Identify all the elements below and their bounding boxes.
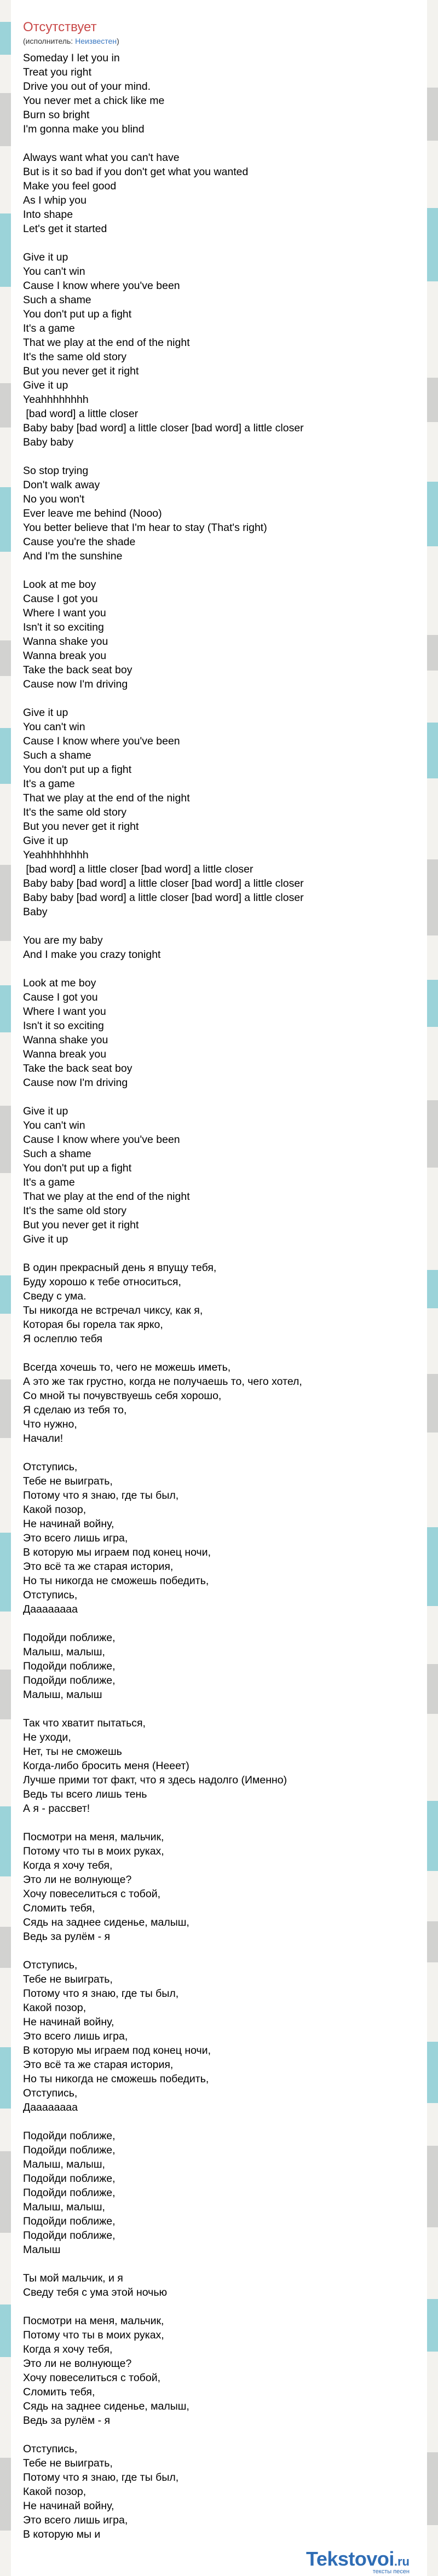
lyrics-line: Отступись,	[23, 2087, 78, 2099]
lyrics-line: Это всего лишь игра,	[23, 2514, 128, 2526]
lyrics-line: Cause I got you	[23, 593, 98, 605]
song-header	[11, 0, 427, 45]
lyrics-line: Wanna break you	[23, 650, 107, 662]
lyrics-line: Where I want you	[23, 1006, 106, 1018]
lyrics-stanza	[23, 1261, 427, 1346]
artist-line	[23, 37, 427, 45]
lyrics-line: It's a game	[23, 322, 75, 334]
decorative-stripe	[427, 2452, 438, 2525]
lyrics-line: Take the back seat boy	[23, 1062, 132, 1075]
lyrics-line: Подойди поближе,	[23, 2187, 116, 2199]
lyrics-line: Но ты никогда не сможешь победить,	[23, 1575, 209, 1587]
lyrics-line: But you never get it right	[23, 365, 139, 377]
lyrics-stanza	[23, 706, 427, 919]
lyrics-line: Подойди поближе,	[23, 1632, 116, 1644]
lyrics-line: Не начинай войну,	[23, 2500, 114, 2512]
lyrics-line: Когда-либо бросить меня (Нееет)	[23, 1760, 189, 1772]
lyrics-line: Baby baby [bad word] a little closer [bad word] a little closer	[23, 877, 304, 890]
lyrics-line: Малыш	[23, 2244, 61, 2256]
lyrics-line: Это всё та же старая история,	[23, 1561, 174, 1573]
decorative-stripe	[0, 93, 11, 146]
lyrics-line: Such a shame	[23, 294, 91, 306]
decorative-stripe	[427, 635, 438, 671]
lyrics-line: В которую мы и	[23, 2528, 101, 2540]
decorative-stripe	[427, 1921, 438, 1962]
decorative-stripe	[0, 1806, 11, 1876]
lyrics-line: Cause I got you	[23, 991, 98, 1003]
lyrics-line: Которая бы горела так ярко,	[23, 1319, 163, 1331]
decorative-stripe	[0, 2151, 11, 2233]
lyrics-line: So stop trying	[23, 465, 89, 477]
lyrics-line: Cause I know where you've been	[23, 1134, 180, 1146]
lyrics-line: Хочу повеселиться с тобой,	[23, 2372, 161, 2384]
lyrics-line: Не уходи,	[23, 1731, 71, 1743]
lyrics-line: А это же так грустно, когда не получаешь то, чего хотел,	[23, 1376, 302, 1388]
decorative-stripe	[427, 88, 438, 141]
lyrics-line: You can't win	[23, 721, 85, 733]
lyrics-line: [bad word] a little closer	[23, 408, 139, 420]
site-logo[interactable]	[306, 2548, 410, 2575]
lyrics-line: Не начинай войну,	[23, 2016, 114, 2028]
decorative-stripe	[0, 2458, 11, 2531]
decorative-stripe	[0, 22, 11, 55]
lyrics-line: Give it up	[23, 1105, 68, 1117]
lyrics-line: I'm gonna make you blind	[23, 123, 145, 135]
lyrics-line: Какой позор,	[23, 1504, 87, 1516]
decorative-stripe	[0, 383, 11, 428]
artist-prefix: (исполнитель:	[23, 37, 76, 45]
decorative-stripe	[0, 2304, 11, 2357]
lyrics-line: Буду хорошо к тебе относиться,	[23, 1276, 181, 1288]
lyrics-line: Малыш, малыш,	[23, 2158, 105, 2170]
lyrics-line: Какой позор,	[23, 2002, 87, 2014]
lyrics-stanza	[23, 1360, 427, 1446]
lyrics-line: Когда я хочу тебя,	[23, 2343, 113, 2355]
decorative-stripe	[427, 1801, 438, 1871]
lyrics-line: Ведь за рулём - я	[23, 2415, 111, 2427]
lyrics-line: Посмотри на меня, мальчик,	[23, 1831, 164, 1843]
lyrics-line: As I whip you	[23, 194, 87, 206]
lyrics-line: Yeahhhhhhhh	[23, 849, 89, 861]
lyrics-line: Отступись,	[23, 1461, 78, 1473]
lyrics-stanza	[23, 151, 427, 236]
lyrics-line: Сломить тебя,	[23, 1902, 95, 1914]
lyrics-line: Isn't it so exciting	[23, 1020, 104, 1032]
lyrics-line: Подойди поближе,	[23, 2230, 116, 2242]
lyrics-line: Сведу тебя с ума этой ночью	[23, 2286, 168, 2298]
lyrics-stanza	[23, 2314, 427, 2428]
lyrics-line: Что нужно,	[23, 1418, 77, 1430]
lyrics-line: You better believe that I'm hear to stay (That's right)	[23, 522, 267, 534]
lyrics-page	[11, 0, 427, 2576]
lyrics-line: Отступись,	[23, 1589, 78, 1601]
logo-tagline: тексты песен	[372, 2568, 410, 2575]
lyrics-line: Тебе не выиграть,	[23, 2457, 113, 2469]
decorative-stripe	[427, 378, 438, 422]
decorative-stripe	[0, 728, 11, 784]
lyrics-stanza	[23, 250, 427, 449]
lyrics-line: В которую мы играем под конец ночи,	[23, 1546, 211, 1558]
lyrics-line: Хочу повеселиться с тобой,	[23, 1888, 161, 1900]
lyrics-line: Wanna break you	[23, 1048, 107, 1060]
lyrics-text	[23, 51, 427, 2542]
decorative-stripe	[0, 487, 11, 552]
decorative-stripe	[0, 640, 11, 676]
decorative-stripe	[427, 1664, 438, 1714]
lyrics-line: Малыш, малыш,	[23, 2201, 105, 2213]
decorative-stripe	[427, 1270, 438, 1308]
lyrics-stanza	[23, 2442, 427, 2542]
lyrics-stanza	[23, 1830, 427, 1944]
lyrics-line: Burn so bright	[23, 109, 90, 121]
lyrics-line: Подойди поближе,	[23, 2130, 116, 2142]
lyrics-line: Give it up	[23, 835, 68, 847]
lyrics-line: That we play at the end of the night	[23, 337, 190, 349]
lyrics-line: But is it so bad if you don't get what you wanted	[23, 166, 249, 178]
lyrics-line: Даааааааа	[23, 2101, 78, 2113]
decorative-stripe	[0, 865, 11, 941]
lyrics-line: Сядь на заднее сиденье, малыш,	[23, 1916, 189, 1928]
lyrics-line: Take the back seat boy	[23, 664, 132, 676]
lyrics-line: Потому что ты в моих руках,	[23, 2329, 164, 2341]
decorative-stripe	[0, 1927, 11, 1968]
lyrics-line: Make you feel good	[23, 180, 117, 192]
lyrics-line: Отступись,	[23, 1959, 78, 1971]
lyrics-line: Ever leave me behind (Nooo)	[23, 507, 162, 519]
decorative-stripe	[427, 723, 438, 778]
lyrics-line: Малыш, малыш	[23, 1689, 102, 1701]
decorative-stripe	[0, 1670, 11, 1719]
decorative-stripe	[427, 208, 438, 281]
song-title: Отсутствует	[23, 20, 97, 34]
lyrics-line: Yeahhhhhhhh	[23, 394, 89, 406]
lyrics-line: Baby	[23, 906, 48, 918]
lyrics-line: Отступись,	[23, 2443, 78, 2455]
left-decorative-stripes	[0, 0, 11, 2576]
lyrics-line: Don't walk away	[23, 479, 100, 491]
lyrics-line: Give it up	[23, 1233, 68, 1245]
lyrics-line: You can't win	[23, 1119, 85, 1131]
lyrics-line: В которую мы играем под конец ночи,	[23, 2044, 211, 2057]
lyrics-stanza	[23, 51, 427, 136]
lyrics-line: Со мной ты почувствуешь себя хорошо,	[23, 1390, 222, 1402]
lyrics-line: Малыш, малыш,	[23, 1646, 105, 1658]
lyrics-line: Cause you're the shade	[23, 536, 136, 548]
lyrics-stanza	[23, 1958, 427, 2115]
lyrics-line: That we play at the end of the night	[23, 1191, 190, 1203]
lyrics-line: Подойди поближе,	[23, 2144, 116, 2156]
lyrics-line: Это ли не волнующе?	[23, 1874, 132, 1886]
lyrics-line: Сломить тебя,	[23, 2386, 95, 2398]
lyrics-stanza	[23, 933, 427, 962]
lyrics-line: Give it up	[23, 379, 68, 391]
lyrics-line: You never met a chick like me	[23, 95, 165, 107]
lyrics-line: Ведь за рулём - я	[23, 1931, 111, 1943]
lyrics-line: It's the same old story	[23, 351, 127, 363]
lyrics-line: No you won't	[23, 493, 85, 505]
lyrics-line: But you never get it right	[23, 1219, 139, 1231]
lyrics-stanza	[23, 1631, 427, 1702]
lyrics-line: Look at me boy	[23, 977, 96, 989]
decorative-stripe	[0, 1533, 11, 1612]
lyrics-line: Look at me boy	[23, 579, 96, 591]
decorative-stripe	[427, 2299, 438, 2352]
lyrics-line: В один прекрасный день я впущу тебя,	[23, 1262, 217, 1274]
lyrics-stanza	[23, 577, 427, 691]
lyrics-line: You don't put up a fight	[23, 308, 132, 320]
lyrics-line: Wanna shake you	[23, 636, 108, 648]
lyrics-line: Where I want you	[23, 607, 106, 619]
logo-tld: .ru	[394, 2555, 410, 2568]
lyrics-line: Нет, ты не сможешь	[23, 1746, 122, 1758]
lyrics-line: Give it up	[23, 251, 68, 263]
lyrics-line: Always want what you can't have	[23, 152, 180, 164]
lyrics-line: Ты никогда не встречал чиксу, как я,	[23, 1304, 203, 1316]
lyrics-line: Cause now I'm driving	[23, 1077, 128, 1089]
artist-link[interactable]: Неизвестен	[75, 37, 117, 45]
lyrics-line: Treat you right	[23, 66, 91, 78]
lyrics-line: Wanna shake you	[23, 1034, 108, 1046]
lyrics-line: It's the same old story	[23, 806, 127, 818]
lyrics-line: Это всего лишь игра,	[23, 2030, 128, 2042]
lyrics-line: Give it up	[23, 707, 68, 719]
lyrics-line: Я сделаю из тебя то,	[23, 1404, 127, 1416]
lyrics-line: Даааааааа	[23, 1603, 78, 1615]
lyrics-line: Someday I let you in	[23, 52, 120, 64]
lyrics-line: You can't win	[23, 265, 85, 278]
lyrics-line: And I'm the sunshine	[23, 550, 123, 562]
lyrics-line: Потому что ты в моих руках,	[23, 1845, 164, 1857]
lyrics-line: It's a game	[23, 778, 75, 790]
lyrics-line: Когда я хочу тебя,	[23, 1859, 113, 1872]
lyrics-line: Подойди поближе,	[23, 1674, 116, 1686]
decorative-stripe	[427, 859, 438, 935]
lyrics-line: You don't put up a fight	[23, 1162, 132, 1174]
lyrics-line: Cause now I'm driving	[23, 678, 128, 690]
lyrics-line: Ты мой мальчик, и я	[23, 2272, 123, 2284]
lyrics-line: Тебе не выиграть,	[23, 1973, 113, 1985]
lyrics-line: Cause I know where you've been	[23, 735, 180, 747]
lyrics-stanza	[23, 1716, 427, 1816]
lyrics-line: Потому что я знаю, где ты был,	[23, 2471, 179, 2483]
lyrics-line: А я - рассвет!	[23, 1803, 90, 1815]
lyrics-line: Это всего лишь игра,	[23, 1532, 128, 1544]
decorative-stripe	[0, 213, 11, 287]
decorative-stripe	[0, 1379, 11, 1438]
lyrics-line: But you never get it right	[23, 821, 139, 833]
lyrics-line: Это ли не волнующе?	[23, 2358, 132, 2370]
decorative-stripe	[427, 2146, 438, 2227]
decorative-stripe	[427, 1374, 438, 1433]
lyrics-line: Cause I know where you've been	[23, 280, 180, 292]
decorative-stripe	[427, 1100, 438, 1168]
decorative-stripe	[427, 1527, 438, 1606]
lyrics-stanza	[23, 2129, 427, 2257]
lyrics-line: Such a shame	[23, 1148, 91, 1160]
lyrics-stanza	[23, 976, 427, 1090]
decorative-stripe	[427, 482, 438, 546]
lyrics-line: Так что хватит пытаться,	[23, 1717, 146, 1729]
lyrics-line: Это всё та же старая история,	[23, 2059, 174, 2071]
lyrics-line: It's a game	[23, 1176, 75, 1188]
lyrics-stanza	[23, 2271, 427, 2300]
lyrics-stanza	[23, 1460, 427, 1616]
lyrics-line: Начали!	[23, 1433, 64, 1445]
lyrics-line: Тебе не выиграть,	[23, 1475, 113, 1487]
lyrics-line: Сведу с ума.	[23, 1290, 87, 1302]
lyrics-line: Посмотри на меня, мальчик,	[23, 2315, 164, 2327]
lyrics-line: Какой позор,	[23, 2486, 87, 2498]
lyrics-line: Лучше прими тот факт, что я здесь надолго (Именно)	[23, 1774, 287, 1786]
lyrics-stanza	[23, 1104, 427, 1246]
lyrics-line: Baby baby [bad word] a little closer [bad word] a little closer	[23, 422, 304, 434]
lyrics-line: Подойди поближе,	[23, 2215, 116, 2227]
lyrics-line: Ведь ты всего лишь тень	[23, 1788, 147, 1800]
lyrics-line: Such a shame	[23, 749, 91, 761]
lyrics-line: Drive you out of your mind.	[23, 80, 151, 93]
lyrics-line: Потому что я знаю, где ты был,	[23, 1489, 179, 1501]
lyrics-line: And I make you crazy tonight	[23, 949, 161, 961]
lyrics-line: Let's get it started	[23, 223, 107, 235]
lyrics-line: Я ослеплю тебя	[23, 1333, 102, 1345]
right-decorative-stripes	[427, 0, 438, 2576]
lyrics-line: You don't put up a fight	[23, 764, 132, 776]
lyrics-line: Подойди поближе,	[23, 1660, 116, 1672]
lyrics-line: Сядь на заднее сиденье, малыш,	[23, 2400, 189, 2412]
lyrics-line: Подойди поближе,	[23, 2173, 116, 2185]
decorative-stripe	[0, 985, 11, 1032]
artist-suffix: )	[117, 37, 119, 45]
lyrics-stanza	[23, 464, 427, 563]
decorative-stripe	[0, 2047, 11, 2109]
lyrics-line: That we play at the end of the night	[23, 792, 190, 804]
lyrics-line: Into shape	[23, 209, 73, 221]
lyrics-line: Baby baby	[23, 436, 74, 448]
lyrics-line: [bad word] a little closer [bad word] a little closer	[23, 863, 253, 875]
decorative-stripe	[427, 2042, 438, 2103]
lyrics-line: Baby baby [bad word] a little closer [bad word] a little closer	[23, 892, 304, 904]
decorative-stripe	[0, 1106, 11, 1173]
lyrics-line: Не начинай войну,	[23, 1518, 114, 1530]
lyrics-line: You are my baby	[23, 934, 103, 946]
lyrics-line: Но ты никогда не сможешь победить,	[23, 2073, 209, 2085]
lyrics-line: Isn't it so exciting	[23, 621, 104, 633]
decorative-stripe	[0, 1275, 11, 1314]
decorative-stripe	[427, 980, 438, 1027]
lyrics-line: It's the same old story	[23, 1205, 127, 1217]
lyrics-line: Всегда хочешь то, чего не можешь иметь,	[23, 1361, 231, 1373]
lyrics-line: Потому что я знаю, где ты был,	[23, 1988, 179, 2000]
logo-name: Tekstovoi	[306, 2548, 394, 2570]
